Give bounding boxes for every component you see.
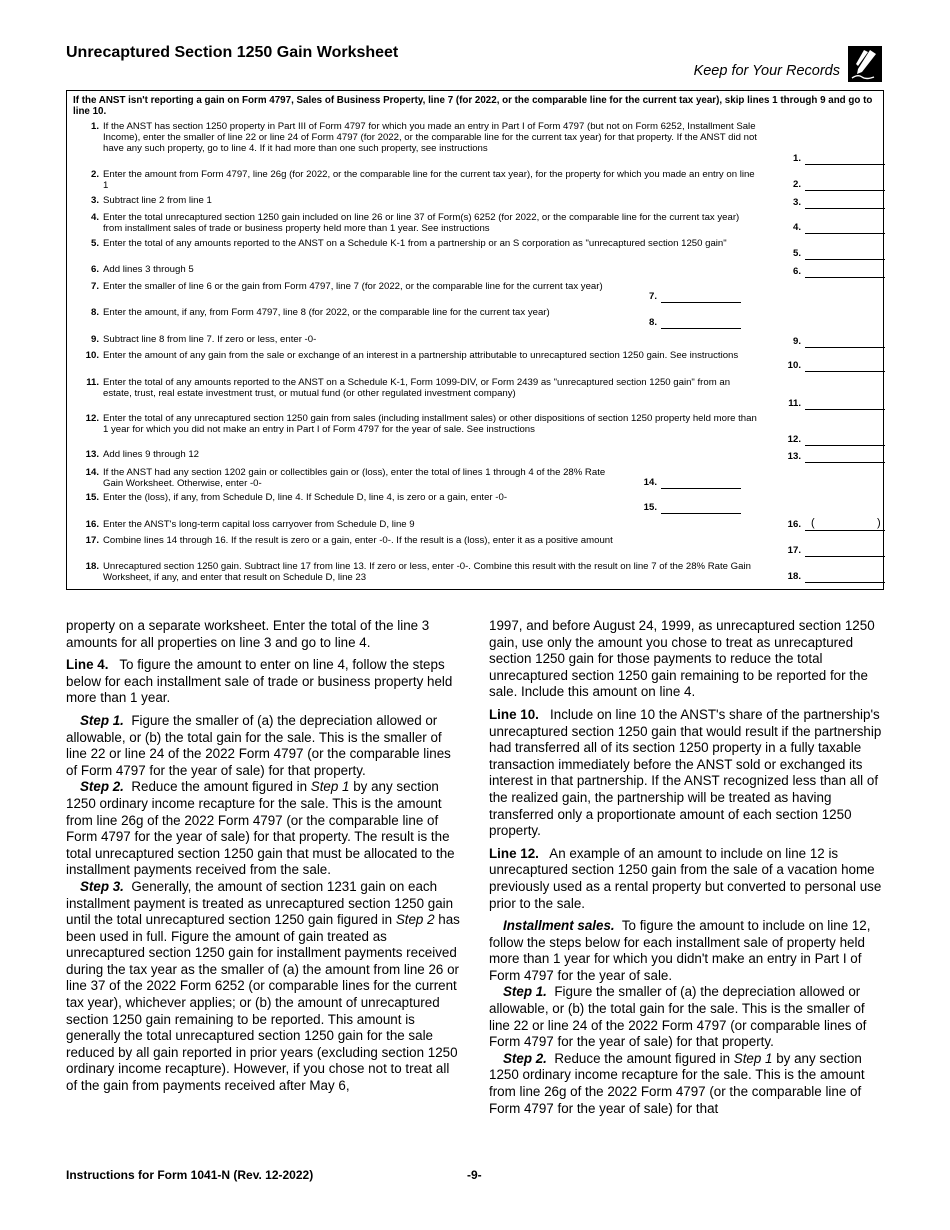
paragraph-step-1: Step 1. Figure the smaller of (a) the depreciation allowed or allowable, or (b) the total gain for the sale. This is the smaller of line 22 or line 24 of the 2022 Form 4797 (or the comparable lines of Form 4797 for the year of sale) for that property. [66, 712, 451, 778]
paragraph: property on a separate worksheet. Enter the total of the line 3 amounts for all properties on line 3 and go to line 4. [66, 618, 430, 650]
paren-close: ) [877, 517, 881, 529]
pen-icon [848, 46, 882, 82]
paragraph-step-1: Step 1. Figure the smaller of (a) the depreciation allowed or allowable, or (b) the total gain for the sale. This is the smaller of line 22 or line 24 of the 2022 Form 4797 (or comparable lines of Form 4797 for the year of sale) for that property. [489, 984, 867, 1050]
worksheet-box: If the ANST isn't reporting a gain on Form 4797, Sales of Business Property, line 7 (for 2022, or the comparable line for the current tax year), skip lines 1 through 9 and go to line 10. 1. If the ANST has section 1250 property in Part III of Form 4797 for which you made an entry in Part I of Form 4797 (but not on Form 6252, Installment Sale Income), enter the smaller of line 22 or line 24 of Form 4797 (for 2022, or the comparable line for the current tax year) for that property. If the ANST did not have any such property, go to line 4. If it had more than one such property, see instructions 1. 2. Enter the amount from Form 4797, line 26g (for 2022, or the comparable line for the current tax year), for the property for which you made an entry on line 1 2. 3. Subtract line 2 from line 1 3. 4. Enter the total unrecaptured section 1250 gain included on line 26 or line 37 of Form(s) 6252 (for 2022, or the comparable line for the current tax year) from installment sales of trade or business property held more than 1 year. See instructions 4. 5. Enter the total of any amounts reported to the ANST on a Schedule K-1 from a partnership or an S corporation as "unrecaptured section 1250 gain" 5. 6. Add lines 3 through 5 6. 7. Enter the smaller of line 6 or the gain from Form 4797, line 7 (for 2022, or the comparable line for the current tax year) 7. 8. Enter the amount, if any, from Form 4797, line 8 (for 2022, or the comparable line for the current tax year) 8. 9. Subtract line 8 from line 7. If zero or less, enter -0- 9. 10. Enter the amount of any gain from the sale or exchange of an interest in a partnership attributable to unrecaptured section 1250 gain. See instructions 10. 11. Enter the total of any amounts reported to the ANST on a Schedule K-1, Form 1099-DIV, or Form 2439 as "unrecaptured section 1250 gain" from an estate, trust, real estate investment trust, or mutual fund (or other regulated investment company) 11. 12. Enter the total of any unrecaptured section 1250 gain from sales (including installment sales) or other dispositions of section 1250 property held more than 1 year for which you did not make an entry in Part I of Form 4797 for the year of sale. See instructions 12. 13. Add lines 9 through 12 13. 14. If the ANST had any section 1202 gain or collectibles gain or (loss), enter the total of lines 1 through 4 of the 28% Rate Gain Worksheet. Otherwise, enter -0- 14. 15. Enter the (loss), if any, from Schedule D, line 4. If Schedule D, line 4, is zero or a gain, enter -0- 15. 16. Enter the ANST's long-term capital loss carryover from Schedule D, line 9 16. ( ) 17. Combine lines 14 through 16. If the result is zero or a gain, enter -0-. If the result is a (loss), enter it as a positive amount 17. 18. Unrecaptured section 1250 gain. Subtract line 17 from line 13. If zero or less, enter -0-. Combine this result with the result on line 7 of the 28% Rate Gain Worksheet, if any, and enter that result on Schedule D, line 23 18. [66, 90, 884, 590]
paren-open: ( [811, 517, 815, 529]
paragraph-line-4: Line 4. To figure the amount to enter on line 4, follow the steps below for each installment sale of trade or business property held more than 1 year. [66, 657, 453, 706]
paragraph-step-2: Step 2. Reduce the amount figured in Step 1 by any section 1250 ordinary income recapture for the sale. This is the amount from line 26g of the 2022 Form 4797 (or the comparable line of Form 4797 for the year of sale) for that property. The result is the total unrecaptured section 1250 gain that must be allocated to the installment payments received from the sale. [66, 779, 455, 878]
paragraph-installment-sales: Installment sales. To figure the amount to include on line 12, follow the steps below for each installment sale of property held more than 1 year for which you didn't make an entry in Part I of Form 4797 for the year of sale. [489, 918, 871, 983]
worksheet-intro: If the ANST isn't reporting a gain on Form 4797, Sales of Business Property, line 7 (for 2022, or the comparable line for the current tax year), skip lines 1 through 9 and go to line 10. [73, 95, 873, 118]
line-text: If the ANST has section 1250 property in Part III of Form 4797 for which you made an entry in Part I of Form 4797 (but not on Form 6252, Installment Sale Income), enter the smaller of line 22 or line 24 of Form 4797 (for 2022, or the comparable line for the current tax year) for that property. If the ANST did not have any such property, go to line 4. If it had more than one such property, see instructions [103, 121, 757, 155]
paragraph-line-12: Line 12. An example of an amount to include on line 12 is unrecaptured section 1250 gain from the sale of a vacation home previously used as a rental property but converted to personal use prior to the sale. [489, 845, 882, 911]
left-column [66, 618, 462, 1095]
paragraph: 1997, and before August 24, 1999, as unrecaptured section 1250 gain, use only the amount you chose to treat as unrecaptured section 1250 gain for those payments to reduce the total unrecaptured section 1250 gain remaining to be reported for the sale. Include this amount on line 4. [489, 618, 875, 700]
paragraph-line-10: Line 10. Include on line 10 the ANST's share of the partnership's unrecaptured section 1250 gain that would result if the partnership had transferred all of its section 1250 property in a fully taxable transaction immediately before the ANST sold or exchanged its interest in that partnership. If the ANST recognized less than all of the realized gain, the partnership will be treated as having transferred only a proportionate amount of each section 1250 property. [489, 706, 882, 839]
keep-for-records: Keep for Your Records [693, 63, 840, 79]
paragraph-step-3: Step 3. Generally, the amount of section 1231 gain on each installment payment is treated as unrecaptured section 1250 gain until the total unrecaptured section 1250 gain figured in Step 2 has been used in full. Figure the amount of gain treated as unrecaptured section 1250 gain for installment payments received during the tax year as the smaller of (a) the amount from line 26 or line 37 of the 2022 Form 6252 (or comparable lines for the current tax year), whichever applies; or (b) the amount of unrecaptured section 1250 gain remaining to be reported. This amount is generally the total unrecaptured section 1250 gain for the sale reduced by all gain reported in prior years (excluding section 1250 ordinary income recapture). However, if you chose not to treat all of the gain from payments received after May 6, [66, 878, 460, 1094]
worksheet-title: Unrecaptured Section 1250 Gain Worksheet [66, 44, 399, 61]
page-number: -9- [467, 1168, 482, 1182]
paragraph-step-2: Step 2. Reduce the amount figured in Step 1 by any section 1250 ordinary income recapture for the sale. This is the amount from line 26g of the 2022 Form 4797 (or the comparable line of Form 4797 for the year of sale) for that [489, 1050, 865, 1116]
footer-form-title: Instructions for Form 1041-N (Rev. 12-2022) [66, 1168, 314, 1182]
line-number: 1. [90, 121, 99, 132]
right-column [489, 618, 885, 1117]
